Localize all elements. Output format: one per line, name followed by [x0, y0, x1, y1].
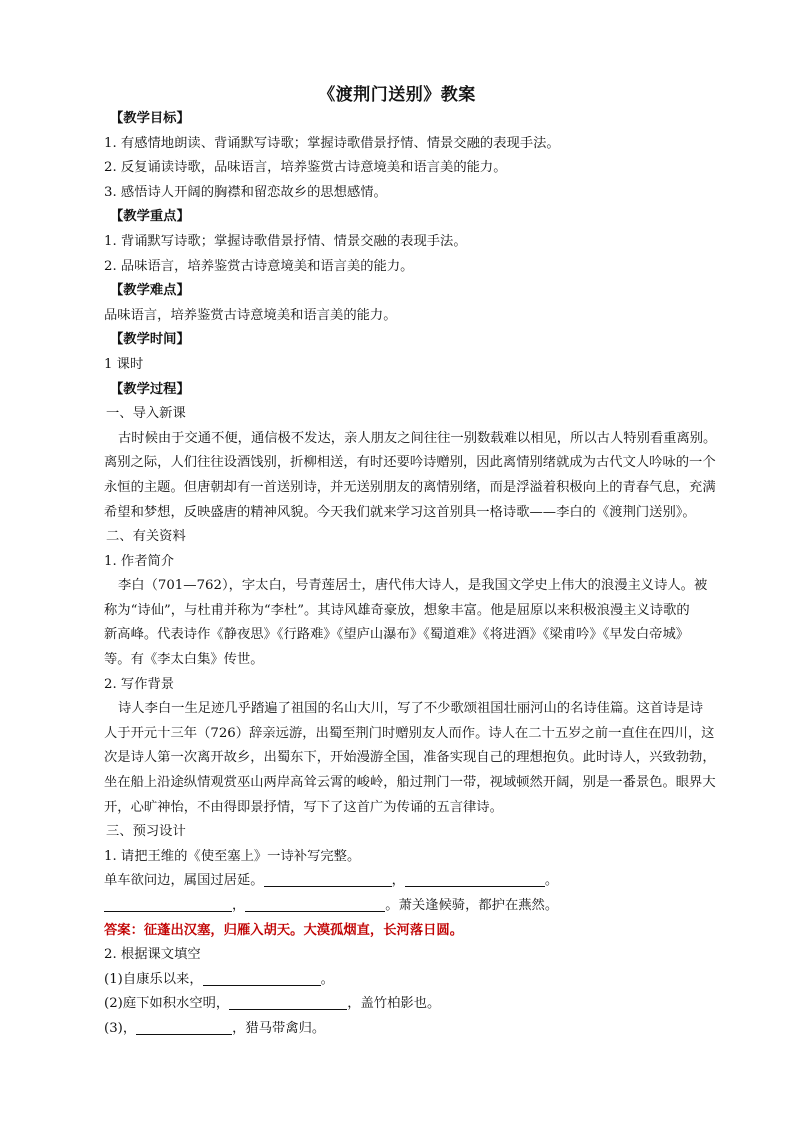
paragraph-line: 离别之际，人们往往设酒饯别，折柳相送，有时还要吟诗赠别，因此离情别绪就成为古代文人吟咏的一个	[104, 455, 716, 471]
fill-blank[interactable]	[104, 897, 232, 912]
item-text: (1)自康乐以来，	[104, 971, 203, 987]
item-text: ，猎马带禽归。	[232, 1020, 326, 1036]
paragraph-line: 诗人李白一生足迹几乎踏遍了祖国的名山大川，写了不少歌颂祖国壮丽河山的名诗佳篇。这首诗是诗	[118, 701, 704, 717]
paragraph-line: 坐在船上沿途纵情观赏巫山两岸高耸云霄的峻岭，船过荆门一带，视域顿然开阔，别是一番景色。眼界大	[104, 775, 716, 791]
paragraph-line: 人于开元十三年（726）辞亲远游，出蜀至荆门时赠别友人而作。诗人在二十五岁之前一直住在四川，这	[104, 725, 715, 741]
question-1-prompt: 1. 请把王维的《使至塞上》一诗补写完整。	[104, 848, 361, 864]
key-points-heading: 【教学重点】	[110, 209, 190, 225]
paragraph-line: 称为“诗仙”，与杜甫并称为“李杜”。其诗风雄奇豪放，想象丰富。他是屈原以来积极浪漫主义诗歌的	[104, 602, 690, 618]
poem-text: 。萧关逢候骑，都护在燕然。	[385, 898, 559, 913]
part1-heading: 一、导入新课	[106, 406, 186, 422]
paragraph-line: 次是诗人第一次离开故乡，出蜀东下，开始漫游全国，准备实现自己的理想抱负。此时诗人，兴致勃勃，	[104, 750, 716, 766]
paragraph-line: 希望和梦想，反映盛唐的精神风貌。今天我们就来学习这首别具一格诗歌——李白的《渡荆门送别》。	[104, 504, 696, 520]
paragraph-line: 古时候由于交通不便，通信极不发达，亲人朋友之间往往一别数载难以相见，所以古人特别看重离别。	[118, 430, 717, 446]
question-1-line-2	[104, 894, 726, 919]
item-text: (2)庭下如积水空明，	[104, 996, 230, 1012]
objectives-heading: 【教学目标】	[110, 111, 190, 126]
question-2-item	[104, 1017, 726, 1042]
key-point-item: 1. 背诵默写诗歌；掌握诗歌借景抒情、情景交融的表现手法。	[104, 233, 467, 249]
fill-blank[interactable]	[229, 995, 347, 1010]
time-heading: 【教学时间】	[110, 332, 190, 348]
author-heading: 1. 作者简介	[104, 553, 175, 569]
objective-item: 1. 有感情地朗读、背诵默写诗歌；掌握诗歌借景抒情、情景交融的表现手法。	[104, 135, 560, 151]
objective-item: 2. 反复诵读诗歌，品味语言，培养鉴赏古诗意境美和语言美的能力。	[104, 160, 507, 176]
paragraph-line: 等。有《李太白集》传世。	[104, 652, 264, 668]
question-2-item	[104, 968, 726, 993]
paragraph-line: 新高峰。代表诗作《静夜思》《行路难》《望庐山瀑布》《蜀道难》《将进酒》《梁甫吟》《早发白帝城》	[104, 627, 690, 643]
document-title: 《渡荆门送别》教案	[318, 85, 476, 105]
objective-item: 3. 感悟诗人开阔的胸襟和留恋故乡的思想感情。	[104, 184, 387, 200]
item-text: (3)，	[104, 1020, 137, 1036]
fill-blank[interactable]	[405, 872, 545, 887]
key-point-item: 2. 品味语言，培养鉴赏古诗意境美和语言美的能力。	[104, 258, 414, 274]
time-text: 1 课时	[104, 356, 144, 372]
difficulty-text: 品味语言，培养鉴赏古诗意境美和语言美的能力。	[104, 307, 397, 323]
paragraph-line: 开，心旷神怡，不由得即景抒情，写下了这首广为传诵的五言律诗。	[104, 799, 503, 815]
punctuation: 。	[544, 873, 559, 889]
question-2-prompt: 2. 根据课文填空	[104, 947, 201, 963]
paragraph-line: 永恒的主题。但唐朝却有一首送别诗，并无送别朋友的离情别绪，而是浮溢着积极向上的青春气息，充满	[104, 479, 716, 495]
item-text: ，盖竹柏影也。	[347, 996, 441, 1012]
part3-heading: 三、预习设计	[106, 824, 186, 840]
process-heading: 【教学过程】	[110, 381, 190, 397]
punctuation: ，	[232, 898, 246, 913]
punctuation: ，	[391, 873, 405, 889]
item-text: 。	[320, 971, 334, 987]
document-body	[104, 107, 726, 1042]
question-2-item	[104, 992, 726, 1017]
question-1-line-1	[104, 869, 726, 894]
paragraph-line: 李白（701—762），字太白，号青莲居士，唐代伟大诗人，是我国文学史上伟大的浪漫主义诗人。被	[118, 578, 708, 594]
fill-blank[interactable]	[264, 872, 392, 887]
fill-blank[interactable]	[136, 1020, 232, 1035]
fill-blank[interactable]	[245, 897, 385, 912]
part2-heading: 二、有关资料	[106, 529, 186, 545]
background-heading: 2. 写作背景	[104, 676, 175, 692]
poem-text: 单车欲问边，属国过居延。	[104, 873, 264, 889]
question-1-answer: 答案：征蓬出汉塞，归雁入胡天。大漠孤烟直，长河落日圆。	[104, 922, 464, 938]
fill-blank[interactable]	[203, 971, 321, 986]
difficulty-heading: 【教学难点】	[110, 283, 190, 299]
